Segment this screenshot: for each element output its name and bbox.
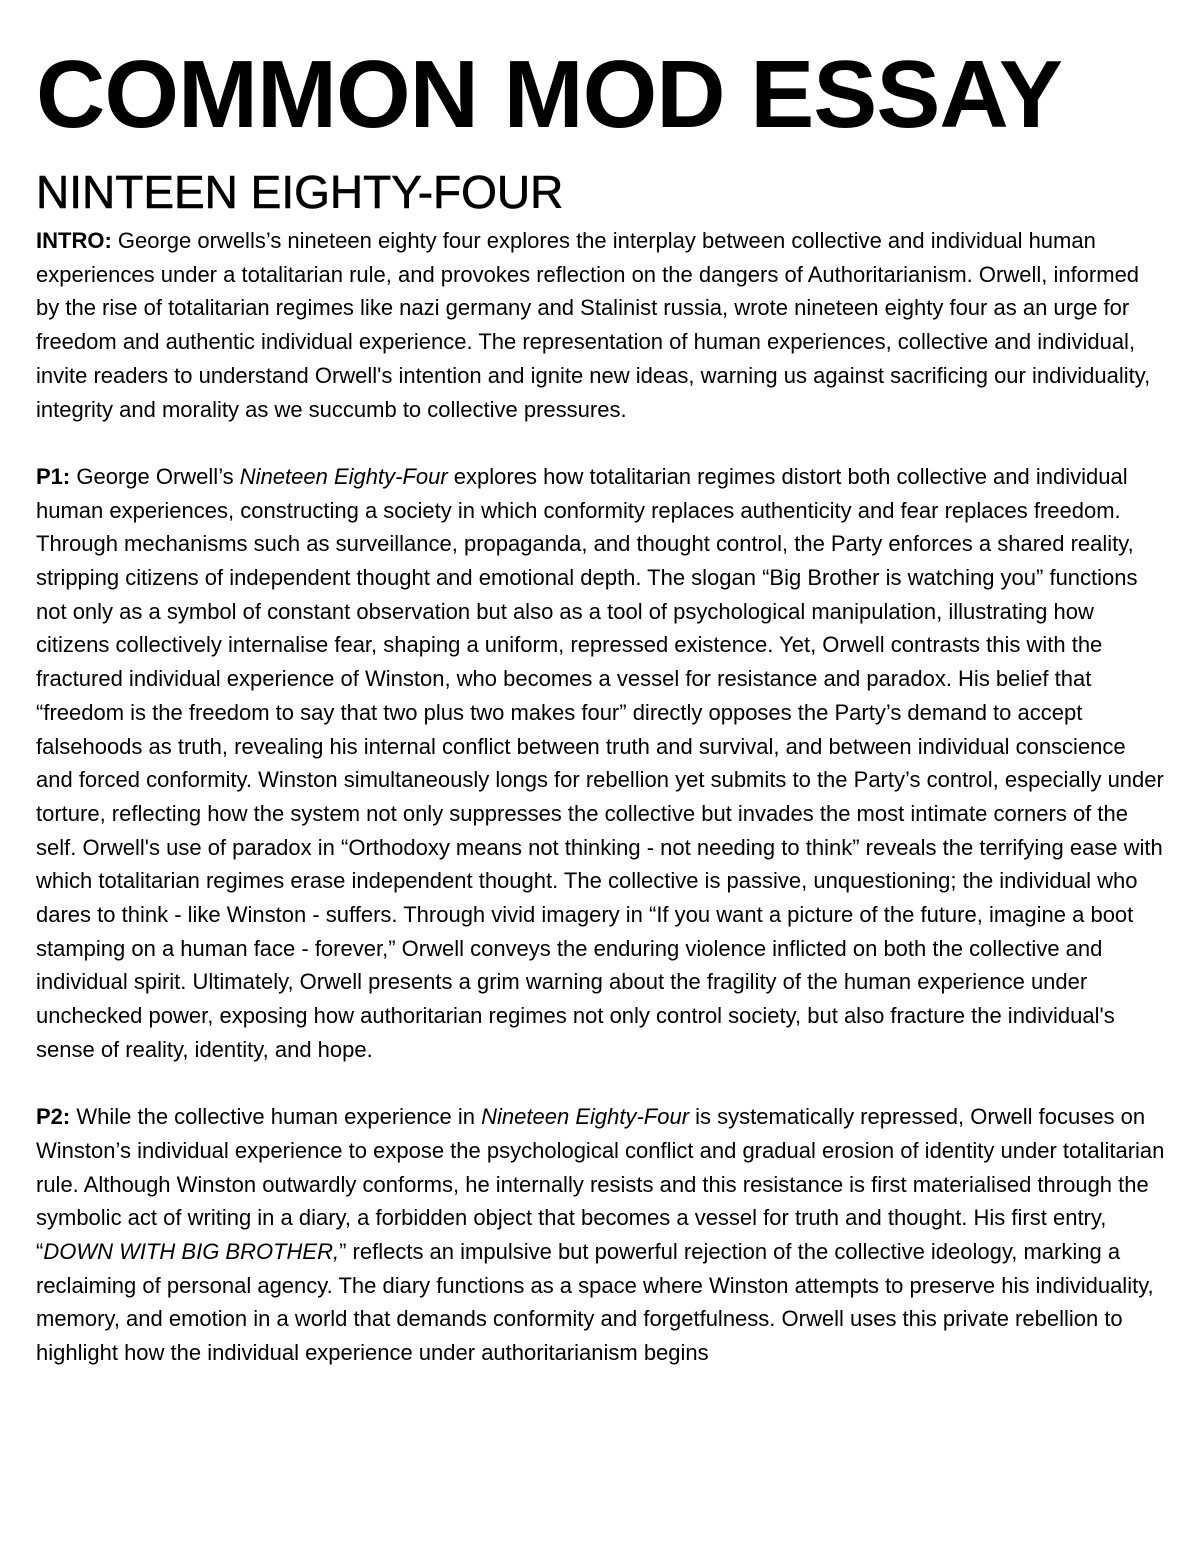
p1-text: explores how totalitarian regimes distort both collective and individual human experiences, constructing a society in which conformity replaces authenticity and fear replaces freedom. Through mechanisms such as surveillance, propaganda, and thought control, the Party enforces a shared reality, stripping citizens of independent thought and emotional depth. The slogan “Big Brother is watching you” functions not only as a symbol of constant observation but also as a tool of psychological manipulation, illustrating how citizens collectively internalise fear, shaping a uniform, repressed existence. Yet, Orwell contrasts this with the fractured individual experience of Winston, who becomes a vessel for resistance and paradox. His belief that “freedom is the freedom to say that two plus two makes four” directly opposes the Party’s demand to accept falsehoods as truth, revealing his internal conflict between truth and survival, and between individual conscience and forced conformity. Winston simultaneously longs for rebellion yet submits to the Party’s control, especially under torture, reflecting how the system not only suppresses the collective but invades the most intimate corners of the self. Orwell's use of paradox in “Orthodoxy means not thinking - not needing to think” reveals the terrifying ease with which totalitarian regimes erase independent thought. The collective is passive, unquestioning; the individual who dares to think - like Winston - suffers. Through vivid imagery in “If you want a picture of the future, imagine a boot stamping on a human face - forever,” Orwell conveys the enduring violence inflicted on both the collective and individual spirit. Ultimately, Orwell presents a grim warning about the fragility of the human experience under unchecked power, exposing how authoritarian regimes not only control society, but also fracture the individual's sense of reality, identity, and hope. [36, 463, 1164, 1062]
p1-label: P1: [36, 463, 71, 489]
document-page [36, 40, 1166, 1370]
intro-text: George orwells’s nineteen eighty four explores the interplay between collective and individual human experiences under a totalitarian rule, and provokes reflection on the dangers of Authoritarianism. Orwell, informed by the rise of totalitarian regimes like nazi germany and Stalinist russia, wrote nineteen eighty four as an urge for freedom and authentic individual experience. The representation of human experiences, collective and individual, invite readers to understand Orwell's intention and ignite new ideas, warning us against sacrificing our individuality, integrity and morality as we succumb to collective pressures. [36, 228, 1151, 422]
p1-pre-text: George Orwell’s [70, 463, 240, 489]
p2-book-title: Nineteen Eighty-Four [481, 1104, 690, 1130]
p1-book-title: Nineteen Eighty-Four [239, 463, 448, 489]
p2-label: P2: [36, 1104, 71, 1130]
document-title: COMMON MOD ESSAY [36, 41, 1062, 148]
p2-mid-text: is systematically repressed, Orwell focuses on Winston’s individual experience to expose the psychological conflict and gradual erosion of identity under totalitarian rule. Although Winston outwardly conforms, he internally resists and this resistance is first materialised through the symbolic act of writing in a diary, a forbidden object that becomes a vessel for truth and thought. His first entry, “ [36, 1104, 1165, 1265]
paragraph-2 [36, 1100, 1166, 1370]
paragraph-1 [36, 460, 1166, 1067]
intro-paragraph [36, 224, 1166, 426]
p2-pre-text: While the collective human experience in [70, 1104, 482, 1130]
p2-diary-quote: DOWN WITH BIG BROTHER, [43, 1239, 340, 1265]
intro-label: INTRO: [36, 228, 112, 253]
document-subtitle: NINTEEN EIGHTY-FOUR [36, 166, 564, 218]
p2-text: ” reflects an impulsive but powerful rejection of the collective ideology, marking a reclaiming of personal agency. The diary functions as a space where Winston attempts to preserve his individuality, memory, and emotion in a world that demands conformity and forgetfulness. Orwell uses this private rebellion to highlight how the individual experience under authoritarianism begins [36, 1239, 1154, 1366]
